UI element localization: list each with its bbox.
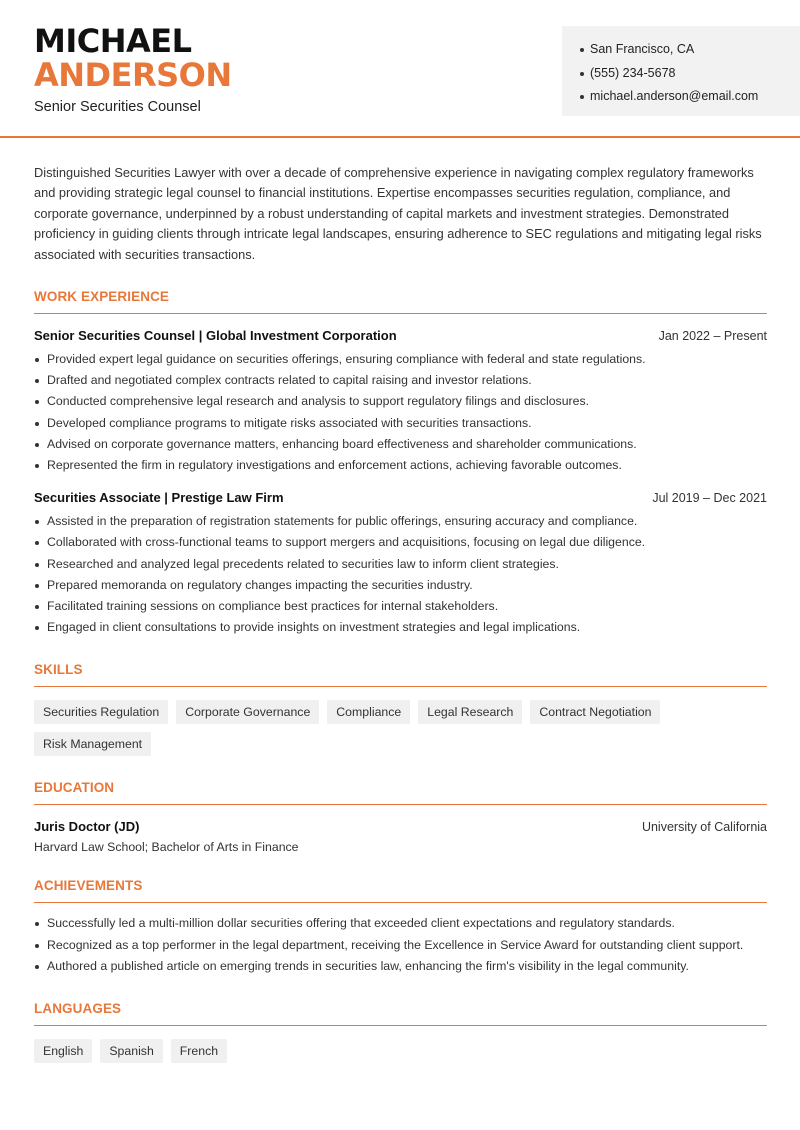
resume-body [34,163,767,1063]
first-name: MICHAEL [34,22,192,60]
education-section [34,780,767,854]
list-item: Drafted and negotiated complex contracts related to capital raising and investor relations. [34,370,767,391]
section-title: WORK EXPERIENCE [34,289,767,314]
job-entry-date: Jan 2022 – Present [658,329,767,344]
contact-location: San Francisco, CA [580,38,800,62]
work-experience-section [34,289,767,638]
skill-tag: Contract Negotiation [530,700,660,724]
contact-box [562,26,800,116]
list-item: Engaged in client consultations to provide insights on investment strategies and legal implications. [34,617,767,638]
list-item: Successfully led a multi-million dollar securities offering that exceeded client expectations and regulatory standards. [34,913,767,934]
contact-list [580,38,800,109]
language-tag: English [34,1039,92,1063]
education-university: University of California [641,820,767,835]
list-item: Researched and analyzed legal precedents related to securities law to inform client strategies. [34,554,767,575]
section-title: ACHIEVEMENTS [34,878,767,903]
job-entry [34,328,767,476]
job-title: Senior Securities Counsel [34,99,201,115]
list-item: Advised on corporate governance matters, enhancing board effectiveness and shareholder communications. [34,434,767,455]
job-bullets [34,349,767,476]
education-details: Harvard Law School; Bachelor of Arts in Finance [34,840,299,855]
list-item: Represented the firm in regulatory investigations and enforcement actions, achieving favorable outcomes. [34,455,767,476]
resume-header [0,0,800,138]
list-item: Developed compliance programs to mitigate risks associated with securities transactions. [34,413,767,434]
summary: Distinguished Securities Lawyer with over a decade of comprehensive experience in navigating complex regulatory frameworks and providing strategic legal counsel to financial institutions. Expertise encompasses securities regulation, compliance, and corporate governance, underpinned by a robust understanding of capital markets and investment strategies. Demonstrated proficiency in guiding clients through intricate legal landscapes, ensuring adherence to SEC regulations and mitigating legal risks associated with securities transactions. [34,165,762,262]
job-bullets [34,511,767,638]
job-entry-date: Jul 2019 – Dec 2021 [652,491,767,506]
section-title: LANGUAGES [34,1001,767,1026]
skill-tag: Corporate Governance [176,700,319,724]
language-tag: Spanish [100,1039,162,1063]
languages-section [34,1001,767,1063]
list-item: Facilitated training sessions on compliance best practices for internal stakeholders. [34,596,767,617]
language-tag: French [171,1039,227,1063]
list-item: Recognized as a top performer in the legal department, receiving the Excellence in Service Award for outstanding client support. [34,935,767,956]
list-item: Collaborated with cross-functional teams to support mergers and acquisitions, focusing on legal due diligence. [34,532,767,553]
achievement-list [34,913,767,977]
job-entry-title: Senior Securities Counsel | Global Investment Corporation [34,328,397,344]
language-tags [34,1039,767,1063]
contact-email[interactable]: michael.anderson@email.com [580,85,800,109]
list-item: Authored a published article on emerging trends in securities law, enhancing the firm's visibility in the legal community. [34,956,767,977]
last-name: ANDERSON [34,56,232,94]
list-item: Conducted comprehensive legal research and analysis to support regulatory filings and disclosures. [34,391,767,412]
skill-tag: Legal Research [418,700,522,724]
list-item: Assisted in the preparation of registration statements for public offerings, ensuring accuracy and compliance. [34,511,767,532]
job-entry-title: Securities Associate | Prestige Law Firm [34,490,284,506]
contact-phone: (555) 234-5678 [580,62,800,86]
skill-tag: Securities Regulation [34,700,168,724]
section-title: EDUCATION [34,780,767,805]
achievements-section [34,878,767,977]
education-degree: Juris Doctor (JD) [34,819,140,835]
skills-section [34,662,767,756]
job-entry [34,490,767,638]
skills-tags [34,700,767,756]
section-title: SKILLS [34,662,767,687]
list-item: Prepared memoranda on regulatory changes impacting the securities industry. [34,575,767,596]
skill-tag: Compliance [327,700,410,724]
list-item: Provided expert legal guidance on securities offerings, ensuring compliance with federal and state regulations. [34,349,767,370]
skill-tag: Risk Management [34,732,151,756]
